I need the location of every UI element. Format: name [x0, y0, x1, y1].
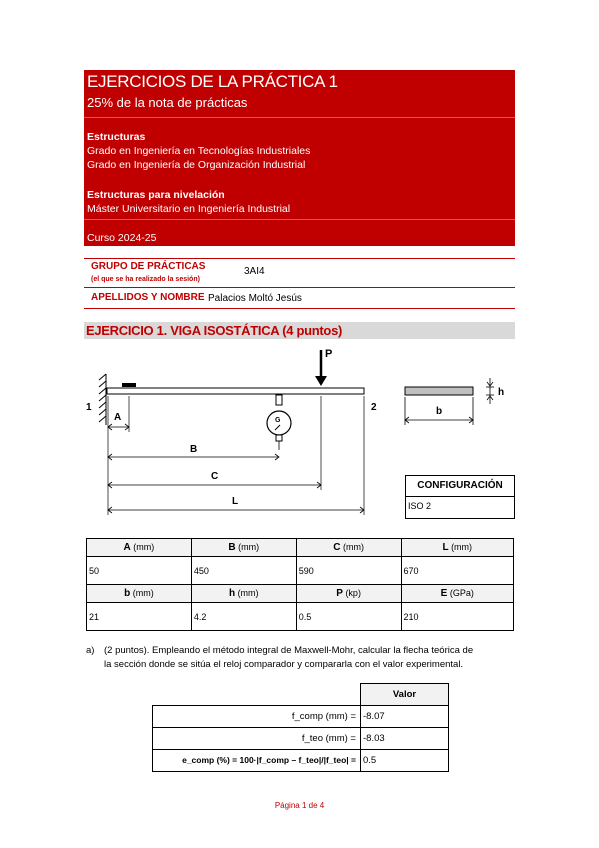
divider — [84, 287, 515, 288]
dim-a-label: A — [114, 412, 122, 423]
question-a — [86, 644, 516, 672]
table-cell: 21 — [87, 603, 192, 631]
exercise-heading-bar — [84, 322, 515, 339]
support-1-label: 1 — [86, 402, 92, 413]
cross-section — [405, 387, 473, 395]
svg-text:G: G — [275, 417, 281, 424]
result-label: e_comp (%) = 100·|f_comp – f_teo|/|f_teo| = — [153, 749, 361, 771]
section-b-label: b — [436, 406, 443, 417]
table-header-cell: B (mm) — [191, 539, 296, 557]
load-arrow — [315, 376, 327, 386]
dim-l-label: L — [232, 496, 239, 507]
group-label: GRUPO DE PRÁCTICAS — [91, 261, 206, 272]
grade-weight-subtitle: 25% de la nota de prácticas — [87, 95, 248, 110]
table-header-cell: h (mm) — [191, 585, 296, 603]
results-table — [152, 683, 449, 772]
degree-line-1: Grado en Ingeniería en Tecnologías Industriales — [87, 145, 311, 157]
table-header-cell: P (kp) — [296, 585, 401, 603]
table-row — [153, 727, 449, 749]
result-value[interactable]: 0.5 — [361, 749, 449, 771]
configuration-header: CONFIGURACIÓN — [406, 476, 514, 497]
section-h-label: h — [498, 387, 505, 398]
table-cell: 50 — [87, 557, 192, 585]
table-header-cell: L (mm) — [401, 539, 513, 557]
result-label: f_comp (mm) = — [153, 705, 361, 727]
exercise-title: EJERCICIO 1. VIGA ISOSTÁTICA (4 puntos) — [86, 323, 343, 338]
table-cell: 670 — [401, 557, 513, 585]
name-label: APELLIDOS Y NOMBRE — [91, 292, 205, 303]
table-header-cell: E (GPa) — [401, 585, 513, 603]
group-sublabel: (el que se ha realizado la sesión) — [91, 276, 200, 283]
table-row — [87, 585, 514, 603]
beam — [107, 388, 364, 394]
page-number: Página 1 de 4 — [274, 801, 325, 810]
support-2-label: 2 — [371, 402, 377, 413]
result-value[interactable]: -8.03 — [361, 727, 449, 749]
question-marker: a) — [86, 645, 95, 656]
table-cell: 210 — [401, 603, 513, 631]
degree-line-2: Grado en Ingeniería de Organización Industrial — [87, 159, 306, 171]
name-value: Palacios Moltó Jesús — [208, 293, 302, 304]
table-cell: 4.2 — [191, 603, 296, 631]
table-row — [87, 603, 514, 631]
table-row — [87, 539, 514, 557]
group-value: 3AI4 — [244, 266, 265, 277]
table-header-cell: C (mm) — [296, 539, 401, 557]
results-header: Valor — [361, 684, 449, 706]
table-row — [153, 684, 449, 706]
load-label: P — [325, 348, 333, 360]
question-text-line-2: la sección donde se sitúa el reloj comparador y compararla con el valor experimental. — [104, 659, 464, 670]
estructuras-heading: Estructuras — [87, 131, 146, 143]
section-h-line — [486, 378, 494, 404]
table-cell: 590 — [296, 557, 401, 585]
master-line: Máster Universitario en Ingeniería Industrial — [87, 203, 291, 215]
configuration-box — [405, 475, 515, 519]
fixed-support-hatch — [99, 374, 106, 425]
table-row — [87, 557, 514, 585]
question-text-line-1: (2 puntos). Empleando el método integral de Maxwell-Mohr, calcular la flecha teórica de — [104, 645, 474, 656]
configuration-value: ISO 2 — [408, 501, 432, 511]
practice-title: EJERCICIOS DE LA PRÁCTICA 1 — [87, 72, 338, 91]
dim-a-line — [108, 424, 129, 430]
divider — [84, 308, 515, 309]
result-label: f_teo (mm) = — [153, 727, 361, 749]
table-row — [153, 705, 449, 727]
dimensions-table — [86, 538, 514, 631]
table-header-cell: b (mm) — [87, 585, 192, 603]
clamp-plate — [122, 383, 136, 387]
table-cell: 450 — [191, 557, 296, 585]
nivelacion-heading: Estructuras para nivelación — [87, 189, 225, 201]
table-header-cell: A (mm) — [87, 539, 192, 557]
dim-l-line — [108, 507, 364, 513]
dim-b-label: B — [190, 444, 198, 455]
result-value[interactable]: -8.07 — [361, 705, 449, 727]
dim-c-label: C — [211, 471, 219, 482]
course-banner — [84, 70, 515, 246]
divider — [84, 258, 515, 259]
dim-c-line — [108, 482, 321, 488]
table-row — [153, 749, 449, 771]
course-year: Curso 2024-25 — [87, 232, 157, 244]
table-cell: 0.5 — [296, 603, 401, 631]
